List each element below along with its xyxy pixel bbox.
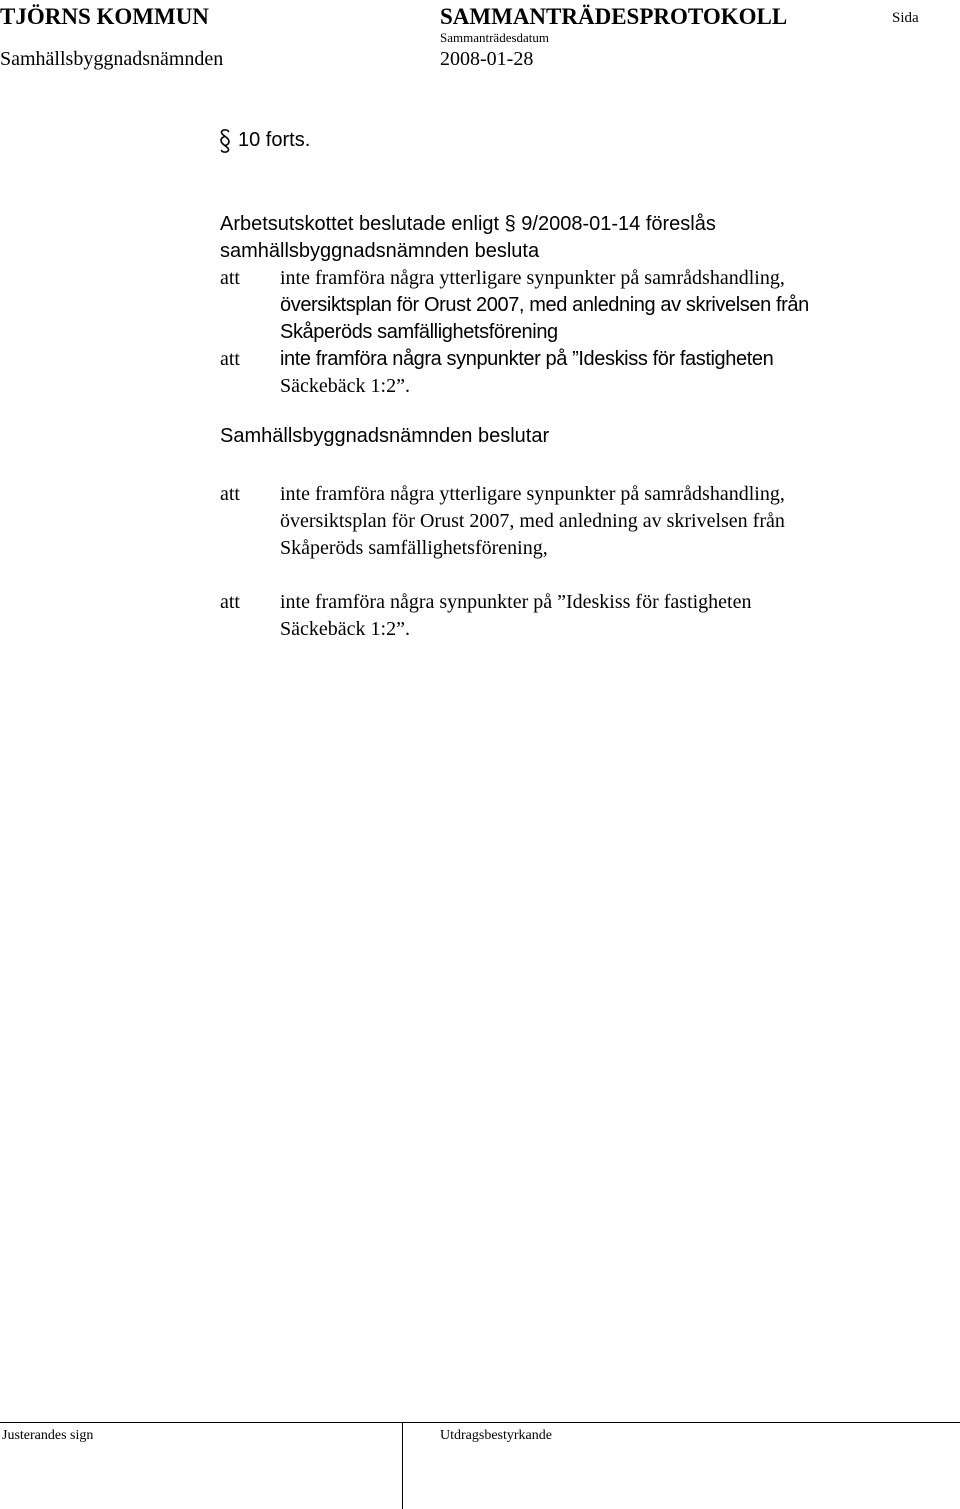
meeting-date: 2008-01-28	[440, 48, 534, 70]
municipality-name: TJÖRNS KOMMUN	[0, 4, 209, 29]
proposal-att-1: att	[220, 267, 240, 289]
decision-heading: Samhällsbyggnadsnämnden beslutar	[220, 425, 550, 447]
proposal-intro-line-1: Arbetsutskottet beslutade enligt § 9/2008-01-14 föreslås	[220, 213, 716, 235]
section-sign-icon	[218, 128, 232, 159]
decision-att-1: att	[220, 483, 240, 505]
document-type: SAMMANTRÄDESPROTOKOLL	[440, 4, 788, 29]
proposal-clause-2-line-2: Säckebäck 1:2”.	[280, 375, 410, 397]
proposal-clause-2-line-1: inte framföra några synpunkter på ”Ideskiss för fastigheten	[280, 348, 774, 370]
proposal-clause-1-line-2: översiktsplan för Orust 2007, med anledning av skrivelsen från	[280, 294, 809, 316]
decision-clause-1-line-1: inte framföra några ytterligare synpunkter på samrådshandling,	[280, 483, 785, 505]
decision-att-2: att	[220, 591, 240, 613]
footer-divider	[402, 1422, 403, 1509]
proposal-clause-1-line-3: Skåperöds samfällighetsförening	[280, 321, 558, 343]
proposal-clause-1-line-1: inte framföra några ytterligare synpunkter på samrådshandling,	[280, 267, 785, 289]
extract-label: Utdragsbestyrkande	[440, 1428, 552, 1443]
proposal-att-2: att	[220, 348, 240, 370]
footer-rule	[0, 1422, 960, 1423]
proposal-intro-line-2: samhällsbyggnadsnämnden besluta	[220, 240, 540, 262]
decision-clause-2-line-2: Säckebäck 1:2”.	[280, 618, 410, 640]
item-title: 10 forts.	[238, 129, 311, 151]
decision-clause-2-line-1: inte framföra några synpunkter på ”Ideskiss för fastigheten	[280, 591, 752, 613]
meeting-date-label: Sammanträdesdatum	[440, 30, 550, 45]
committee-name: Samhällsbyggnadsnämnden	[0, 48, 224, 70]
page-label: Sida	[892, 10, 919, 26]
signature-label: Justerandes sign	[2, 1428, 94, 1443]
decision-clause-1-line-2: översiktsplan för Orust 2007, med anledning av skrivelsen från	[280, 510, 785, 532]
decision-clause-1-line-3: Skåperöds samfällighetsförening,	[280, 537, 548, 559]
